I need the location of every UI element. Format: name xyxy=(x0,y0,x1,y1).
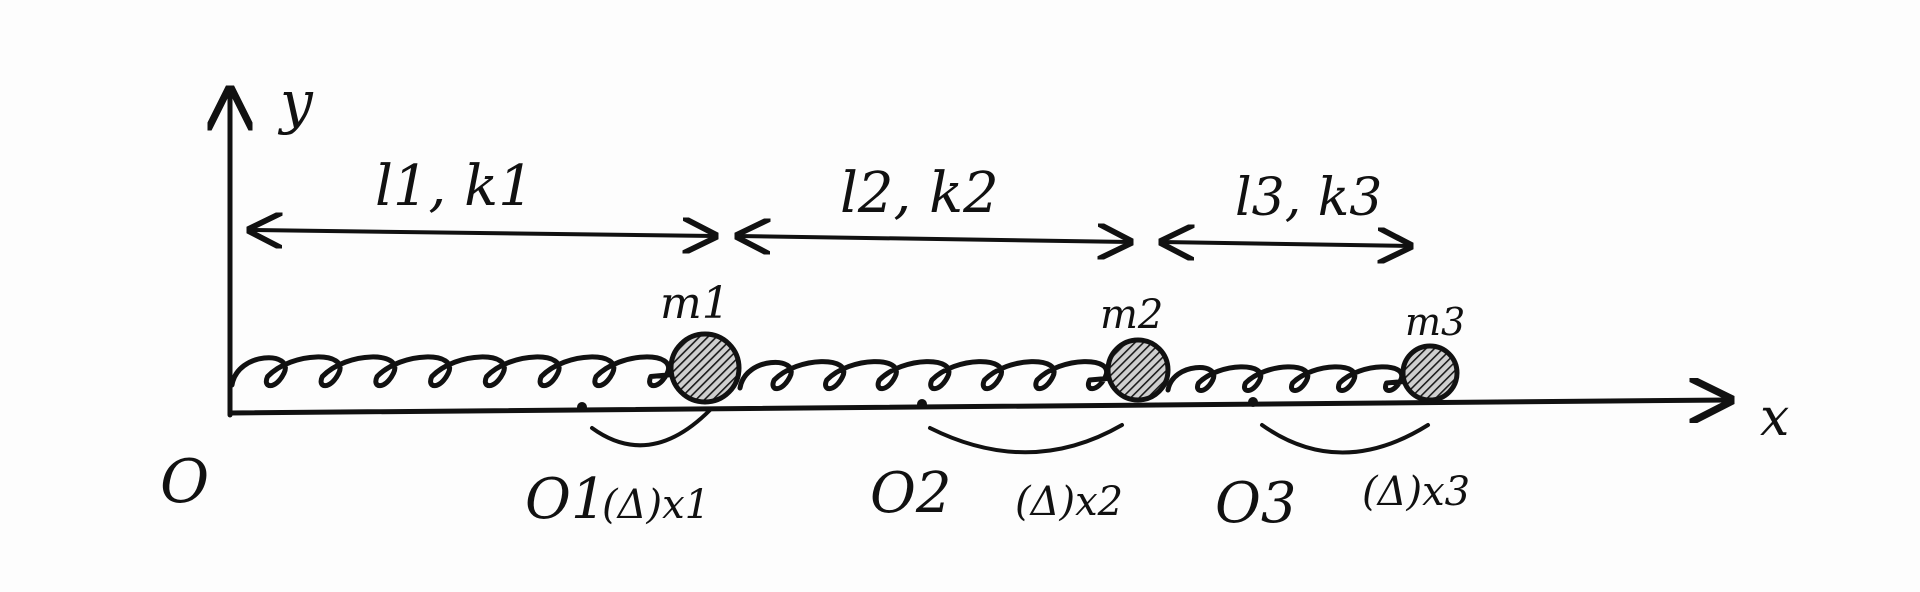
segment-3-dimension-arrow xyxy=(1162,242,1410,246)
mass-2-label: m2 xyxy=(1100,292,1164,338)
equilibrium-point-1-label: O1 xyxy=(525,467,607,532)
displacement-1-brace xyxy=(592,410,710,445)
equilibrium-point-1 xyxy=(577,402,587,412)
segment-3-label: l3, k3 xyxy=(1235,168,1383,228)
x-axis-label: x xyxy=(1760,388,1790,448)
displacement-1-label: (Δ)x1 xyxy=(602,482,711,528)
mass-3-label: m3 xyxy=(1405,300,1466,344)
y-axis-label: y xyxy=(280,68,313,136)
equilibrium-point-2-label: O2 xyxy=(870,461,952,526)
segment-1-label: l1, k1 xyxy=(375,154,534,219)
segment-2-label: l2, k2 xyxy=(840,161,999,226)
mass-1 xyxy=(671,334,739,402)
equilibrium-point-3-label: O3 xyxy=(1215,471,1297,536)
mass-2 xyxy=(1108,340,1168,400)
displacement-3-brace xyxy=(1262,425,1428,453)
mass-3 xyxy=(1403,346,1457,400)
displacement-2-label: (Δ)x2 xyxy=(1015,479,1124,525)
segment-1-dimension-arrow xyxy=(250,230,715,236)
displacement-3-label: (Δ)x3 xyxy=(1362,469,1471,515)
x-axis xyxy=(230,400,1730,413)
spring-2 xyxy=(740,362,1108,389)
segment-2-dimension-arrow xyxy=(738,236,1130,242)
spring-1 xyxy=(232,357,670,386)
equilibrium-point-2 xyxy=(917,399,927,409)
spring-3 xyxy=(1168,367,1403,391)
equilibrium-point-3 xyxy=(1248,397,1258,407)
displacement-2-brace xyxy=(930,425,1122,452)
origin-label: O xyxy=(160,447,210,517)
mass-1-label: m1 xyxy=(660,278,730,329)
